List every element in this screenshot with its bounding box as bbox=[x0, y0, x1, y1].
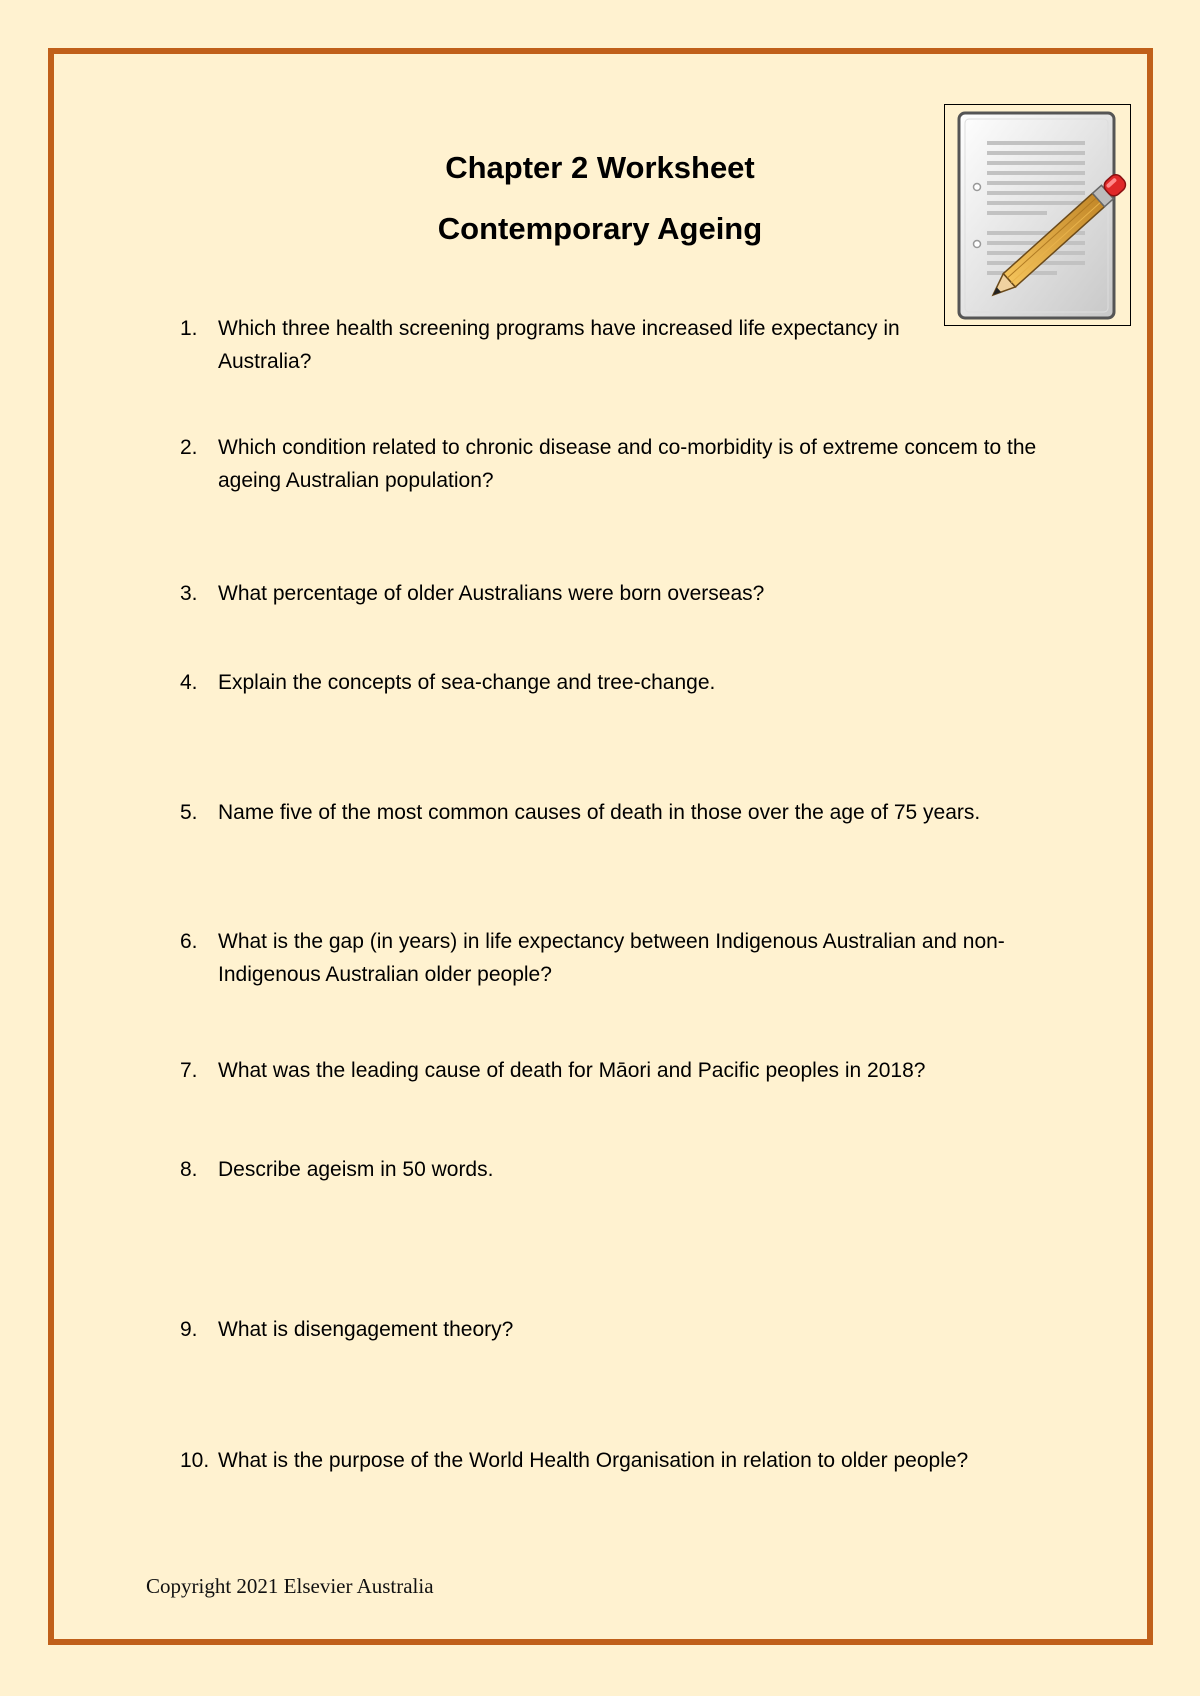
question-number: 5. bbox=[180, 801, 198, 824]
question-number: 3. bbox=[180, 582, 198, 605]
question-number: 4. bbox=[180, 671, 198, 694]
question-number: 7. bbox=[180, 1059, 198, 1082]
question-text: What is the gap (in years) in life expectancy between Indigenous Australian and non-Indigenous Australian older people? bbox=[218, 930, 1005, 986]
worksheet-title: Chapter 2 Worksheet bbox=[445, 150, 755, 185]
question-number: 2. bbox=[180, 436, 198, 459]
question-text: What is the purpose of the World Health Organisation in relation to older people? bbox=[218, 1449, 969, 1472]
question-text: What is disengagement theory? bbox=[218, 1318, 514, 1341]
question-8 bbox=[180, 1153, 1070, 1186]
question-7 bbox=[180, 1054, 1070, 1087]
worksheet-subtitle: Contemporary Ageing bbox=[437, 211, 763, 246]
copyright-footer: Copyright 2021 Elsevier Australia bbox=[146, 1574, 434, 1598]
question-text: Explain the concepts of sea-change and tree-change. bbox=[218, 671, 716, 694]
question-number: 9. bbox=[180, 1318, 198, 1341]
question-5 bbox=[180, 796, 1070, 829]
question-number: 6. bbox=[180, 930, 198, 953]
document-with-pencil-icon bbox=[944, 104, 1131, 326]
question-number: 1. bbox=[180, 317, 198, 340]
question-number: 8. bbox=[180, 1158, 198, 1181]
question-text: Name five of the most common causes of death in those over the age of 75 years. bbox=[218, 801, 981, 824]
question-text: What was the leading cause of death for Māori and Pacific peoples in 2018? bbox=[218, 1059, 926, 1082]
question-number: 10. bbox=[180, 1449, 210, 1472]
question-text: Which three health screening programs have increased life expectancy in Australia? bbox=[218, 317, 900, 373]
question-3 bbox=[180, 577, 1070, 610]
question-4 bbox=[180, 666, 1070, 699]
question-2 bbox=[180, 431, 1070, 497]
question-10 bbox=[180, 1444, 1070, 1477]
question-9 bbox=[180, 1313, 1070, 1346]
question-text: Which condition related to chronic disease and co-morbidity is of extreme concem to the ageing Australian population? bbox=[218, 436, 1037, 492]
question-text: What percentage of older Australians were born overseas? bbox=[218, 582, 765, 605]
question-1 bbox=[180, 312, 1070, 378]
question-text: Describe ageism in 50 words. bbox=[218, 1158, 494, 1181]
question-6 bbox=[180, 925, 1070, 991]
